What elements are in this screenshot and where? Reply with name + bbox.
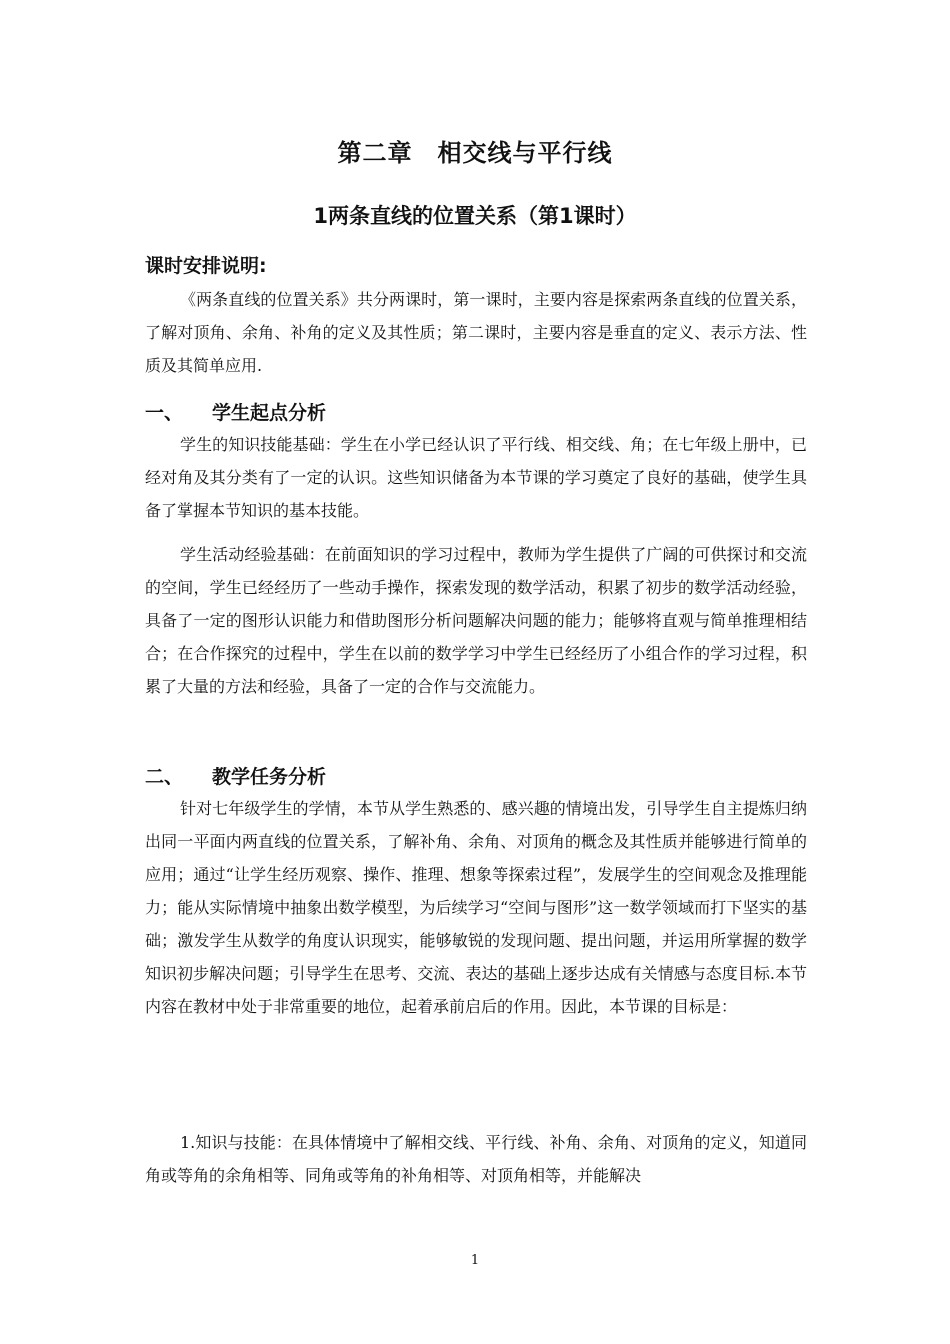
section-2-heading: [145, 762, 326, 789]
arrangement-heading: 课时安排说明:: [145, 255, 267, 277]
chapter-title: 第二章 相交线与平行线: [337, 139, 613, 167]
section-2-paragraph-2: 1.知识与技能：在具体情境中了解相交线、平行线、补角、余角、对顶角的定义，知道同角或等角的余角相等、同角或等角的补角相等、对顶角相等，并能解决: [145, 1133, 807, 1185]
page-number: 1: [470, 1253, 480, 1268]
arrangement-paragraph: 《两条直线的位置关系》共分两课时，第一课时，主要内容是探索两条直线的位置关系，了解对顶角、余角、补角的定义及其性质；第二课时，主要内容是垂直的定义、表示方法、性质及其简单应用.: [145, 290, 807, 375]
section-1-title: 学生起点分析: [212, 402, 327, 424]
lesson-title: 1两条直线的位置关系（第1课时）: [313, 204, 637, 228]
section-1-number: 一、: [145, 402, 184, 424]
section-2-title: 教学任务分析: [212, 766, 327, 788]
section-1-paragraph-2: 学生活动经验基础：在前面知识的学习过程中，教师为学生提供了广阔的可供探讨和交流的空间，学生已经经历了一些动手操作，探索发现的数学活动，积累了初步的数学活动经验，具备了一定的图形认识能力和借助图形分析问题解决问题的能力；能够将直观与简单推理相结合；在合作探究的过程中，学生在以前的数学学习中学生已经经历了小组合作的学习过程，积累了大量的方法和经验，具备了一定的合作与交流能力。: [145, 545, 807, 696]
section-1-heading: [145, 398, 326, 425]
section-2-number: 二、: [145, 766, 184, 788]
section-2-paragraph-1: 针对七年级学生的学情，本节从学生熟悉的、感兴趣的情境出发，引导学生自主提炼归纳出同一平面内两直线的位置关系，了解补角、余角、对顶角的概念及其性质并能够进行简单的应用；通过“让学生经历观察、操作、推理、想象等探索过程”，发展学生的空间观念及推理能力；能从实际情境中抽象出数学模型，为后续学习“空间与图形”这一数学领域而打下坚实的基础；激发学生从数学的角度认识现实，能够敏锐的发现问题、提出问题，并运用所掌握的数学知识初步解决问题；引导学生在思考、交流、表达的基础上逐步达成有关情感与态度目标.本节内容在教材中处于非常重要的地位，起着承前启后的作用。因此，本节课的目标是：: [145, 799, 807, 1016]
section-1-paragraph-1: 学生的知识技能基础：学生在小学已经认识了平行线、相交线、角；在七年级上册中，已经对角及其分类有了一定的认识。这些知识储备为本节课的学习奠定了良好的基础，使学生具备了掌握本节知识的基本技能。: [145, 435, 807, 520]
